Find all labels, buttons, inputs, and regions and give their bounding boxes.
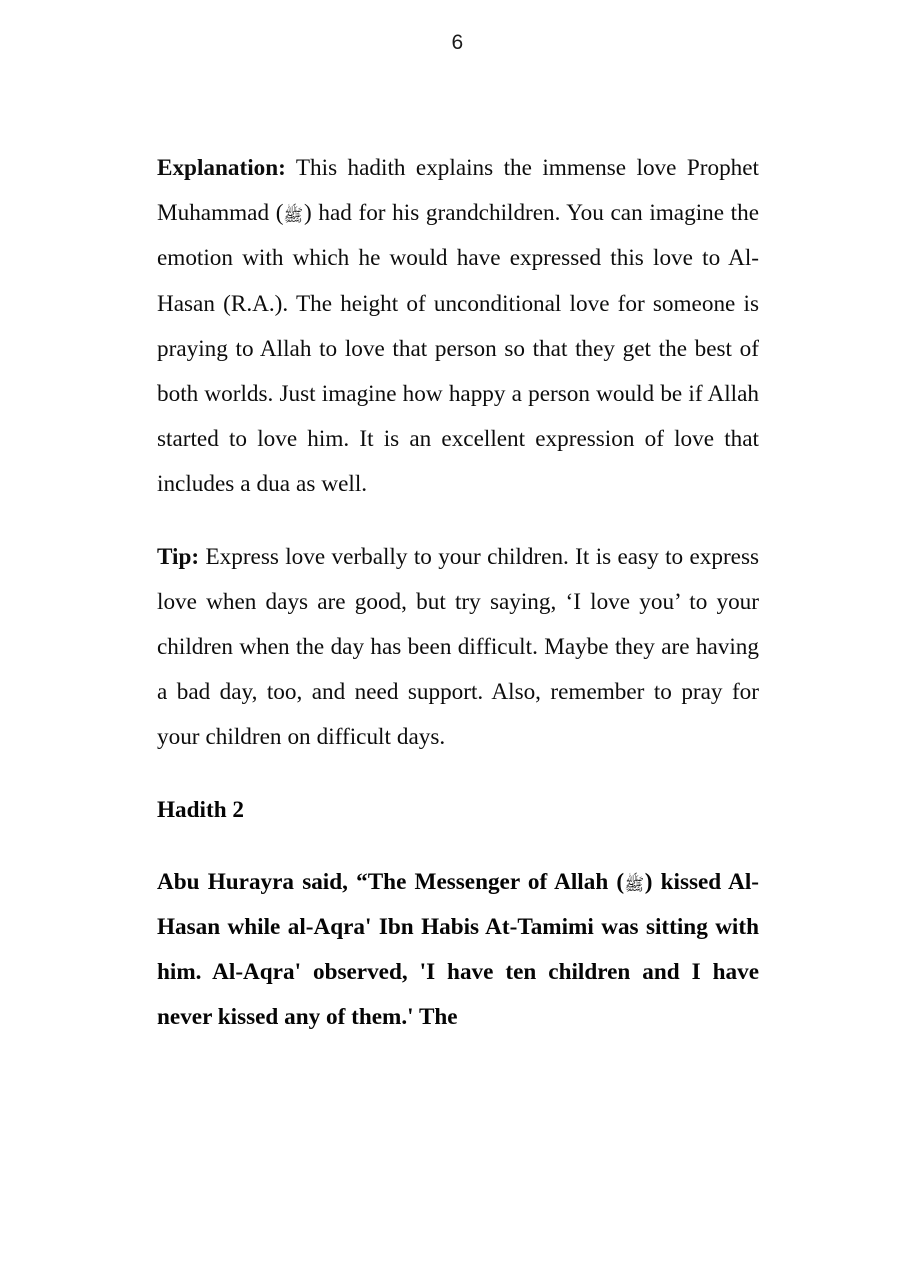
page-number: 6	[451, 31, 464, 54]
explanation-label: Explanation:	[157, 155, 286, 181]
explanation-text-after-honorific: ) had for his grandchildren. You can imagine the emotion with which he would have expressed this love to Al-Hasan (R.A.). The height of unconditional love for someone is praying to Allah to love that person so that they get the best of both worlds. Just imagine how happy a person would be if Allah started to love him. It is an excellent expression of love that includes a dua as well.	[157, 200, 760, 498]
tip-label: Tip:	[157, 543, 200, 570]
paragraph-tip	[157, 535, 759, 761]
hadith-text-after-honorific: ) kissed Al-Hasan while al-Aqra' Ibn Habis At-Tamimi was sitting with him. Al-Aqra' observed, 'I have ten children and I have never kissed any of them.' The	[157, 868, 759, 1031]
explanation-text-before-honorific: This hadith explains the immense love Prophet Muhammad (	[157, 155, 759, 227]
paragraph-hadith-quote	[157, 860, 759, 1041]
sallallahu-alayhi-wasallam-icon: ﷺ	[624, 874, 645, 895]
hadith-text-before-honorific: Abu Hurayra said, “The Messenger of Allah (	[157, 868, 625, 895]
hadith-heading: Hadith 2	[157, 796, 244, 823]
text-column	[157, 146, 759, 1068]
tip-text: Express love verbally to your children. It is easy to express love when days are good, but try saying, ‘I love you’ to your children when the day has been difficult. Maybe they are having a bad day, too, and need support. Also, remember to pray for your children on difficult days.	[157, 543, 759, 751]
paragraph-explanation	[157, 146, 759, 508]
sallallahu-alayhi-wasallam-icon: ﷺ	[283, 206, 304, 227]
